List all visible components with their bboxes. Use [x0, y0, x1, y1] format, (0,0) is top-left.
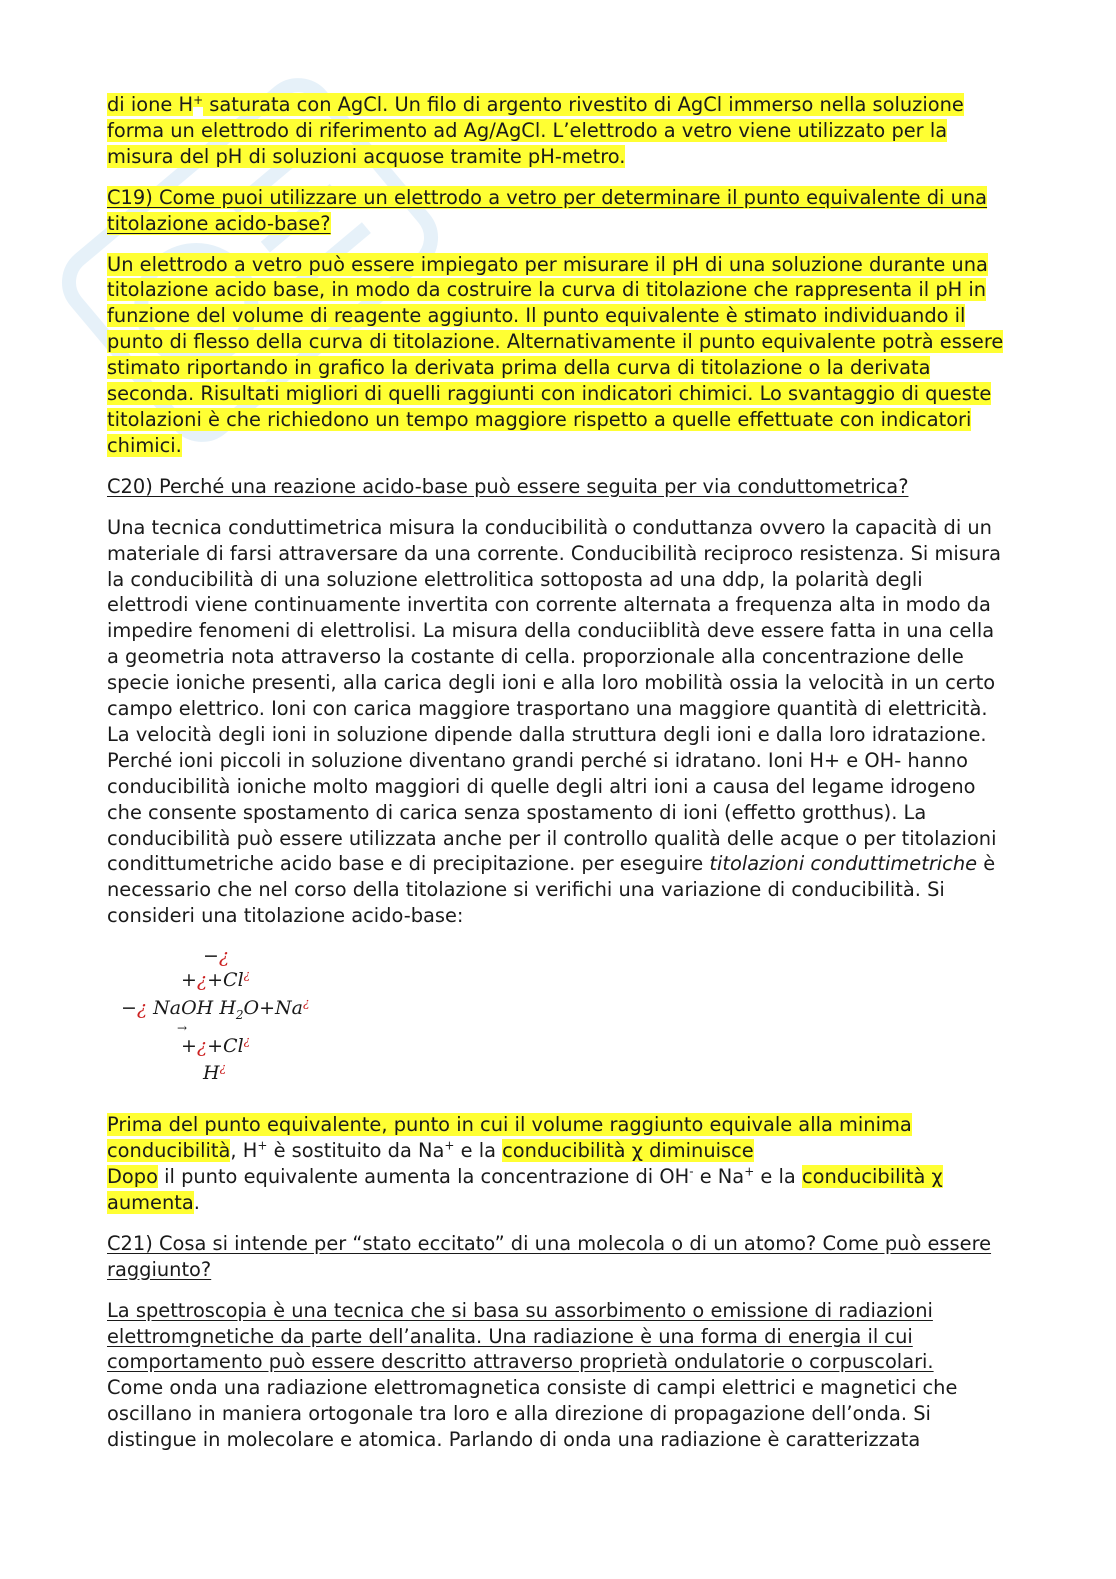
intro-text-a: di ione H	[107, 93, 194, 116]
conclusion-hl-1: Prima del punto equivalente, punto in cui il volume raggiunto equivale alla minima conducibilità	[107, 1113, 912, 1163]
document-page	[107, 92, 1007, 1468]
formula-line-4: +¿+Cl¿	[181, 1033, 251, 1058]
answer-c20	[107, 515, 1007, 930]
conclusion-sup1: +	[257, 1138, 268, 1153]
answer-c21-underlined: La spettroscopia è una tecnica che si basa su assorbimento o emissione di radiazioni elettromgnetiche da parte dell’analita. Una radiazione è una forma di energia il cui comportamento può essere descritto attraverso proprietà ondulatorie o corpuscolari.	[107, 1298, 934, 1374]
answer-c20-main: Una tecnica conduttimetrica misura la conducibilità o conduttanza ovvero la capacità di un materiale di farsi attraversare da una corrente. Conducibilità reciproco resistenza. Si misura la conducibilità di una soluzione elettrolitica sottoposta ad una ddp, la polarità degli elettrodi viene continuamente invertita con corrente alternata a frequenza alta in modo da impedire fenomeni di elettrolisi. La misura della conduciiblità deve essere fatta in una cella a geometria nota attraverso la costante di cella. proporzionale alla concentrazione delle specie ioniche presenti, alla carica degli ioni e alla loro mobilità ossia la velocità in un certo campo elettrico. Ioni con carica maggiore trasportano una maggiore quantità di elettricità. La velocità degli ioni in soluzione dipende dalla struttura degli ioni e dalla loro idratazione. Perché ioni piccoli in soluzione diventano grandi perché si idratano. Ioni H+ e OH- hanno conducibilità ioniche molto maggiori di quelle degli altri ioni a causa del legame idrogeno che consente spostamento di carica senza spostamento di ioni (effetto grotthus). La conducibilità può essere utilizzata anche per il controllo qualità delle acque o per titolazioni condittumetriche acido base e di precipitazione. per eseguire	[107, 515, 1001, 876]
conclusion-sup4: +	[744, 1164, 755, 1179]
conclusion-t1: , H	[230, 1139, 258, 1163]
question-c20-text: C20) Perché una reazione acido-base può essere seguita per via conduttometrica?	[107, 474, 909, 498]
formula-line-3: −¿ NaOH $H_2O+Na^¿$	[121, 995, 310, 1022]
question-c21-text: C21) Cosa si intende per “stato eccitato” di una molecola o di un atomo? Come può essere raggiunto?	[107, 1231, 992, 1281]
intro-text-b: saturata con AgCl. Un filo di argento rivestito di AgCl immerso nella soluzione forma un elettrodo di riferimento ad Ag/AgCl. L’elettrodo a vetro viene utilizzato per la misura del pH di soluzioni acquose tramite pH-metro.	[107, 93, 964, 168]
conclusion-hl-2: conducibilità χ diminuisce	[502, 1139, 754, 1163]
conclusion-t3: e la	[454, 1139, 503, 1163]
answer-c21-rest: Come onda una radiazione elettromagnetica consiste di campi elettrici e magnetici che oscillano in maniera ortogonale tra loro e alla direzione di propagazione dell’onda. Si distingue in molecolare e atomica. Parlando di onda una radiazione è caratterizzata	[107, 1376, 958, 1452]
answer-c19-text: Un elettrodo a vetro può essere impiegato per misurare il pH di una soluzione durante una titolazione acido base, in modo da costruire la curva di titolazione che rappresenta il pH in funzione del volume di reagente aggiunto. Il punto equivalente è stimato individuando il punto di flesso della curva di titolazione. Alternativamente il punto equivalente potrà essere stimato riportando in grafico la derivata prima della curva di titolazione o la derivata seconda. Risultati migliori di quelli raggiunti con indicatori chimici. Lo svantaggio di queste titolazioni è che richiedono un tempo maggiore rispetto a quelle effettuate con indicatori chimici.	[107, 252, 1004, 457]
intro-sup: +	[193, 92, 204, 107]
conclusion-sup2: +	[444, 1138, 455, 1153]
conclusion-t7: .	[193, 1190, 200, 1214]
conclusion-t4: il punto equivalente aumenta la concentrazione di OH	[157, 1165, 690, 1188]
answer-c20-tail: è necessario che nel corso della titolazione si verifichi una variazione di conducibilità. Si consideri una titolazione acido-base:	[107, 852, 996, 928]
conclusion-t2: è sostituito da Na	[267, 1139, 445, 1163]
formula-line-5: H¿	[203, 1060, 227, 1085]
conclusion-t5: e Na	[693, 1165, 745, 1188]
answer-c21	[107, 1298, 1007, 1453]
conclusion-sup3: -	[689, 1164, 694, 1179]
conclusion-t6: e la	[754, 1165, 802, 1188]
formula-line-1: −¿	[203, 945, 230, 968]
conclusion-paragraph	[107, 1112, 1007, 1216]
question-c20	[107, 474, 1007, 500]
formula-arrow: →	[177, 1021, 188, 1036]
conclusion-hl-4: conducibilità χ aumenta	[107, 1165, 943, 1214]
answer-c20-italic: titolazioni conduttimetriche	[709, 852, 978, 876]
answer-c19	[107, 252, 1007, 459]
paragraph-intro	[107, 92, 1007, 170]
formula-line-2: +¿+Cl¿	[181, 967, 251, 992]
question-c21	[107, 1231, 1007, 1283]
conclusion-hl-3: Dopo	[107, 1165, 158, 1188]
question-c19-text: C19) Come puoi utilizzare un elettrodo a vetro per determinare il punto equivalente di una titolazione acido-base?	[107, 185, 988, 235]
question-c19	[107, 185, 1007, 237]
reaction-formula	[107, 944, 1007, 1094]
